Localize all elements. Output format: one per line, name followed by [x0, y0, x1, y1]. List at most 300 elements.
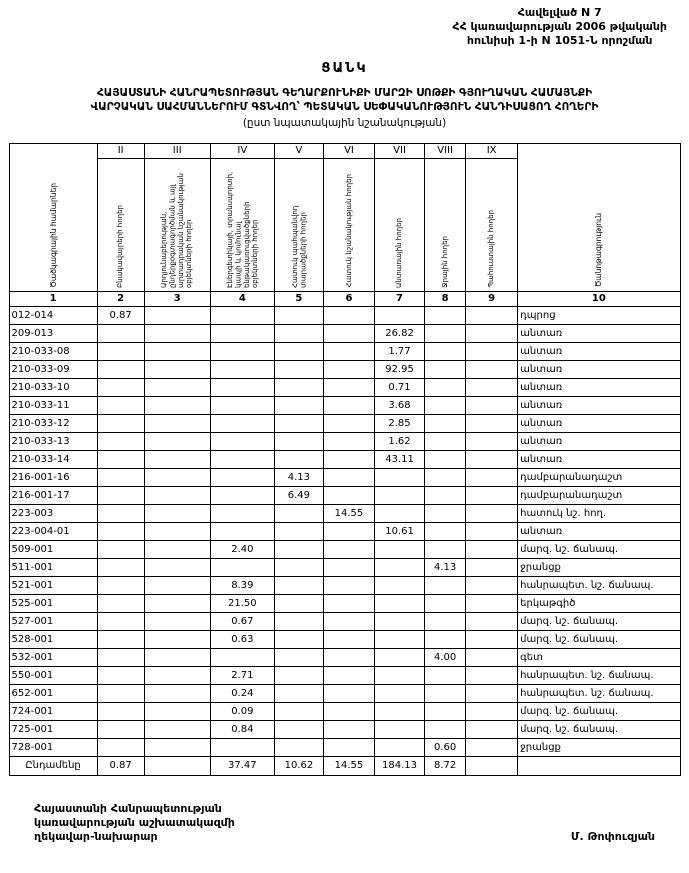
row-code: 216-001-17 [9, 486, 97, 504]
row-code: 728-001 [9, 738, 97, 756]
row-value: 0.24 [210, 684, 274, 702]
row-note: դամբարանադաշտ [518, 486, 680, 504]
row-value [210, 324, 274, 342]
roman-VII: VII [375, 143, 425, 158]
row-value [144, 342, 210, 360]
title-line-1: ՀԱՅԱՍՏԱՆԻ ՀԱՆՐԱՊԵՏՈՒԹՅԱՆ ԳԵՂԱՐՔՈՒՆԻՔԻ ՄԱՐԶԻ ՍՈԹՔԻ ԳՅՈՒՂԱԿԱՆ ՀԱՄԱՅՆՔԻ [96, 87, 593, 100]
roman-VIII: VIII [425, 143, 466, 158]
row-value [210, 558, 274, 576]
row-value: 1.77 [375, 342, 425, 360]
row-code: 509-001 [9, 540, 97, 558]
table-row [9, 522, 680, 540]
row-value [425, 414, 466, 432]
row-value [466, 720, 518, 738]
row-value [323, 540, 374, 558]
row-note: մարզ. նշ. ճանապ. [518, 702, 680, 720]
row-value [466, 360, 518, 378]
row-value [210, 522, 274, 540]
row-value [144, 594, 210, 612]
row-value [97, 648, 144, 666]
row-value [210, 504, 274, 522]
row-value [425, 360, 466, 378]
row-value [323, 360, 374, 378]
row-value [425, 450, 466, 468]
row-value [375, 306, 425, 324]
row-value [425, 306, 466, 324]
row-value [466, 738, 518, 756]
row-value [466, 576, 518, 594]
row-value [274, 414, 323, 432]
row-note: հանրապետ. նշ. ճանապ. [518, 666, 680, 684]
row-note: դպրոց [518, 306, 680, 324]
row-note: անտառ [518, 450, 680, 468]
row-code: 525-001 [9, 594, 97, 612]
row-value [144, 450, 210, 468]
row-code: 532-001 [9, 648, 97, 666]
row-value [97, 558, 144, 576]
row-value [144, 630, 210, 648]
row-value [425, 468, 466, 486]
row-value [144, 486, 210, 504]
row-value [97, 540, 144, 558]
row-value [425, 540, 466, 558]
row-value [274, 504, 323, 522]
row-code: 550-001 [9, 666, 97, 684]
row-value [375, 576, 425, 594]
row-value [466, 450, 518, 468]
row-value [425, 324, 466, 342]
row-value [425, 594, 466, 612]
row-value [144, 666, 210, 684]
row-value [97, 594, 144, 612]
row-value [144, 396, 210, 414]
row-value: 0.63 [210, 630, 274, 648]
row-note: դամբարանադաշտ [518, 468, 680, 486]
roman-IX: IX [466, 143, 518, 158]
row-value: 2.40 [210, 540, 274, 558]
row-value [323, 576, 374, 594]
row-value: 0.87 [97, 756, 144, 775]
row-value [466, 414, 518, 432]
row-value [375, 738, 425, 756]
row-value [274, 558, 323, 576]
row-value [144, 468, 210, 486]
row-value [466, 666, 518, 684]
row-value [210, 396, 274, 414]
row-value: 0.87 [97, 306, 144, 324]
row-note: ջրանցք [518, 558, 680, 576]
row-value [274, 666, 323, 684]
row-value: 92.95 [375, 360, 425, 378]
col-header-forest: Անտառային հողեր [375, 158, 425, 291]
table-row [9, 594, 680, 612]
row-value [274, 342, 323, 360]
row-value [375, 648, 425, 666]
row-value [97, 684, 144, 702]
table-row [9, 738, 680, 756]
row-value [425, 342, 466, 360]
row-value [144, 360, 210, 378]
row-note: անտառ [518, 432, 680, 450]
row-value: 14.55 [323, 504, 374, 522]
col-number-5: 5 [274, 291, 323, 306]
document-heading: ՑԱՆԿ [321, 61, 368, 77]
row-value [466, 540, 518, 558]
row-value [274, 576, 323, 594]
col-number-7: 7 [375, 291, 425, 306]
row-value [323, 414, 374, 432]
row-value [323, 738, 374, 756]
row-value [144, 648, 210, 666]
row-value [323, 324, 374, 342]
row-value: 26.82 [375, 324, 425, 342]
roman-IV: IV [210, 143, 274, 158]
col-header-special: Հատուկ նշանակության հողեր [323, 158, 374, 291]
row-value [144, 540, 210, 558]
row-value [323, 666, 374, 684]
row-value [97, 666, 144, 684]
col-header-reserve: Պահուստային հողեր [466, 158, 518, 291]
col-number-1: 1 [9, 291, 97, 306]
row-code: 521-001 [9, 576, 97, 594]
row-value [97, 378, 144, 396]
row-value [466, 324, 518, 342]
row-value [323, 702, 374, 720]
col-number-4: 4 [210, 291, 274, 306]
row-value [210, 306, 274, 324]
row-value: 4.13 [274, 468, 323, 486]
row-value [466, 684, 518, 702]
roman-II: II [97, 143, 144, 158]
row-value [97, 360, 144, 378]
col-header-protected: Հատուկ պահպանվող տարածքների հողեր [274, 158, 323, 291]
row-code: 724-001 [9, 702, 97, 720]
row-value [323, 720, 374, 738]
row-value [323, 648, 374, 666]
row-code: 210-033-09 [9, 360, 97, 378]
row-value [466, 612, 518, 630]
row-note: անտառ [518, 324, 680, 342]
col-header-note [518, 143, 680, 291]
row-value [466, 306, 518, 324]
table-row [9, 396, 680, 414]
row-value [144, 738, 210, 756]
row-value [144, 720, 210, 738]
row-value [466, 522, 518, 540]
footer-left-line-3: ղեկավար-նախարար [34, 830, 158, 844]
row-value [466, 756, 518, 775]
row-value: 10.62 [274, 756, 323, 775]
table-row [9, 360, 680, 378]
col-number-8: 8 [425, 291, 466, 306]
row-value: 6.49 [274, 486, 323, 504]
row-value [375, 684, 425, 702]
row-value: 0.71 [375, 378, 425, 396]
row-value [97, 612, 144, 630]
row-value [97, 414, 144, 432]
row-note: մարզ. նշ. ճանապ. [518, 612, 680, 630]
row-value [323, 450, 374, 468]
roman-numeral-row [9, 143, 680, 158]
row-value [210, 450, 274, 468]
row-value [274, 396, 323, 414]
table-row [9, 630, 680, 648]
row-value [210, 468, 274, 486]
col-header-industrial: Արդյունաբերության, ընդերքօգտագործման և այլ արտադրական նշանակության օբյեկտների հողեր [144, 158, 210, 291]
row-value [425, 396, 466, 414]
row-value: 0.09 [210, 702, 274, 720]
row-value: 4.13 [425, 558, 466, 576]
document-note: (ըստ նպատակային նշանակության) [242, 116, 447, 129]
row-value: 0.60 [425, 738, 466, 756]
row-code: 223-004-01 [9, 522, 97, 540]
row-value: 37.47 [210, 756, 274, 775]
row-value [375, 666, 425, 684]
row-value [274, 738, 323, 756]
row-code: 210-033-12 [9, 414, 97, 432]
row-value [466, 432, 518, 450]
col-number-6: 6 [323, 291, 374, 306]
row-code: 725-001 [9, 720, 97, 738]
footer [34, 802, 655, 845]
row-note: մարզ. նշ. ճանապ. [518, 540, 680, 558]
row-value [274, 630, 323, 648]
row-value [144, 414, 210, 432]
row-value [375, 504, 425, 522]
row-value [323, 432, 374, 450]
row-value [274, 594, 323, 612]
row-value [274, 720, 323, 738]
roman-VI: VI [323, 143, 374, 158]
col-header-energy-transport: Էներգետիկայի, տրանսպորտի, կապի և կոմունալ ենթակառուցվածքների օբյեկտների հողեր [210, 158, 274, 291]
row-note: անտառ [518, 522, 680, 540]
col-header-water: Ջրային հողեր [425, 158, 466, 291]
appendix-line-2: ՀՀ կառավարության 2006 թվականի [452, 19, 667, 33]
row-value [144, 702, 210, 720]
row-value [425, 504, 466, 522]
table-row [9, 576, 680, 594]
row-note: անտառ [518, 414, 680, 432]
row-value: 184.13 [375, 756, 425, 775]
row-value [144, 756, 210, 775]
table-row [9, 666, 680, 684]
row-value [210, 648, 274, 666]
row-value [466, 594, 518, 612]
row-value [210, 360, 274, 378]
row-value [466, 504, 518, 522]
row-value [274, 612, 323, 630]
row-value [323, 306, 374, 324]
col-header-codes-label: Ծածկագրային համարներ [48, 183, 58, 288]
row-value [97, 576, 144, 594]
row-code: 012-014 [9, 306, 97, 324]
row-value [425, 684, 466, 702]
row-note: մարզ. նշ. ճանապ. [518, 630, 680, 648]
row-code: 210-033-11 [9, 396, 97, 414]
row-value [425, 522, 466, 540]
row-value [97, 738, 144, 756]
row-value [375, 630, 425, 648]
row-code: 652-001 [9, 684, 97, 702]
row-value [97, 486, 144, 504]
row-value [210, 378, 274, 396]
row-code: 216-001-16 [9, 468, 97, 486]
row-value [97, 630, 144, 648]
appendix-line-1: Հավելված N 7 [517, 6, 602, 19]
row-value: 14.55 [323, 756, 374, 775]
row-value [274, 540, 323, 558]
row-value [323, 486, 374, 504]
row-value [274, 450, 323, 468]
row-value [274, 324, 323, 342]
row-value [274, 378, 323, 396]
appendix-block [452, 6, 667, 47]
row-value: 0.84 [210, 720, 274, 738]
row-value [323, 630, 374, 648]
row-value [210, 414, 274, 432]
row-value [375, 702, 425, 720]
row-note: գետ [518, 648, 680, 666]
row-code: 223-003 [9, 504, 97, 522]
table-row [9, 504, 680, 522]
row-note: հանրապետ. նշ. ճանապ. [518, 684, 680, 702]
row-value [97, 396, 144, 414]
table-row [9, 468, 680, 486]
roman-III: III [144, 143, 210, 158]
row-value [144, 324, 210, 342]
row-value [466, 468, 518, 486]
row-value: 8.72 [425, 756, 466, 775]
table-row [9, 378, 680, 396]
row-value [466, 486, 518, 504]
row-code: 210-033-13 [9, 432, 97, 450]
title-line-2: ՎԱՐՉԱԿԱՆ ՍԱՀՄԱՆՆԵՐՈՒՄ ԳՏՆՎՈՂ՝ ՊԵՏԱԿԱՆ ՍԵՓԱԿԱՆՈՒԹՅՈՒՆ ՀԱՆԴԻՍԱՑՈՂ ՀՈՂԵՐԻ [90, 101, 599, 114]
row-value [466, 702, 518, 720]
row-value [425, 432, 466, 450]
row-value [323, 558, 374, 576]
col-header-residential: Բնակավայրերի հողեր [97, 158, 144, 291]
table-row [9, 720, 680, 738]
row-value: 3.68 [375, 396, 425, 414]
row-value [375, 486, 425, 504]
table-row [9, 432, 680, 450]
col-number-row [9, 291, 680, 306]
row-value [97, 450, 144, 468]
row-value [323, 612, 374, 630]
row-value [425, 702, 466, 720]
row-value [144, 432, 210, 450]
col-number-3: 3 [144, 291, 210, 306]
col-header-note-label: Ծանոթագրություն [594, 213, 604, 288]
row-value [97, 468, 144, 486]
row-value: 8.39 [210, 576, 274, 594]
row-value [323, 468, 374, 486]
row-value [466, 342, 518, 360]
row-value [425, 576, 466, 594]
table-row [9, 306, 680, 324]
row-value [144, 504, 210, 522]
row-value [144, 684, 210, 702]
row-value [323, 684, 374, 702]
row-note: անտառ [518, 396, 680, 414]
row-value [323, 522, 374, 540]
row-value [466, 378, 518, 396]
row-note: անտառ [518, 342, 680, 360]
row-value [97, 504, 144, 522]
row-value [144, 576, 210, 594]
row-value [274, 702, 323, 720]
col-number-10: 10 [518, 291, 680, 306]
row-value [375, 540, 425, 558]
row-value: 2.85 [375, 414, 425, 432]
row-value [375, 612, 425, 630]
row-value [97, 432, 144, 450]
land-table [9, 143, 681, 776]
row-value [97, 702, 144, 720]
table-row [9, 648, 680, 666]
row-note: հանրապետ. նշ. ճանապ. [518, 576, 680, 594]
total-row [9, 756, 680, 775]
row-value [274, 684, 323, 702]
row-note: անտառ [518, 360, 680, 378]
row-value [274, 360, 323, 378]
row-note: հատուկ նշ. հող. [518, 504, 680, 522]
row-value: 10.61 [375, 522, 425, 540]
row-value [466, 558, 518, 576]
row-note: երկաթգիծ [518, 594, 680, 612]
footer-left-block [34, 802, 235, 845]
row-value [144, 522, 210, 540]
row-value [144, 612, 210, 630]
row-value [323, 594, 374, 612]
row-value [323, 378, 374, 396]
row-value [97, 324, 144, 342]
row-value [425, 666, 466, 684]
roman-V: V [274, 143, 323, 158]
row-code: 527-001 [9, 612, 97, 630]
row-value [425, 486, 466, 504]
footer-left-line-1: Հայաստանի Հանրապետության [34, 801, 222, 815]
col-number-2: 2 [97, 291, 144, 306]
document-title [8, 86, 681, 114]
table-row [9, 540, 680, 558]
col-number-9: 9 [466, 291, 518, 306]
row-value [425, 378, 466, 396]
footer-left-line-2: կառավարության աշխատակազմի [34, 815, 235, 829]
row-code: 528-001 [9, 630, 97, 648]
row-value [144, 306, 210, 324]
row-value: 21.50 [210, 594, 274, 612]
row-value [375, 468, 425, 486]
row-value [375, 720, 425, 738]
row-value [97, 342, 144, 360]
table-row [9, 558, 680, 576]
row-value [210, 432, 274, 450]
table-row [9, 702, 680, 720]
table-row [9, 486, 680, 504]
row-value [144, 558, 210, 576]
row-value [210, 486, 274, 504]
row-value: 0.67 [210, 612, 274, 630]
row-value: 43.11 [375, 450, 425, 468]
row-value [274, 306, 323, 324]
table-row [9, 450, 680, 468]
row-value: 2.71 [210, 666, 274, 684]
total-label: Ընդամենը [9, 756, 97, 775]
table-row [9, 324, 680, 342]
row-code: 210-033-10 [9, 378, 97, 396]
appendix-line-3: հունիսի 1-ի N 1051-Ն որոշման [466, 33, 653, 47]
